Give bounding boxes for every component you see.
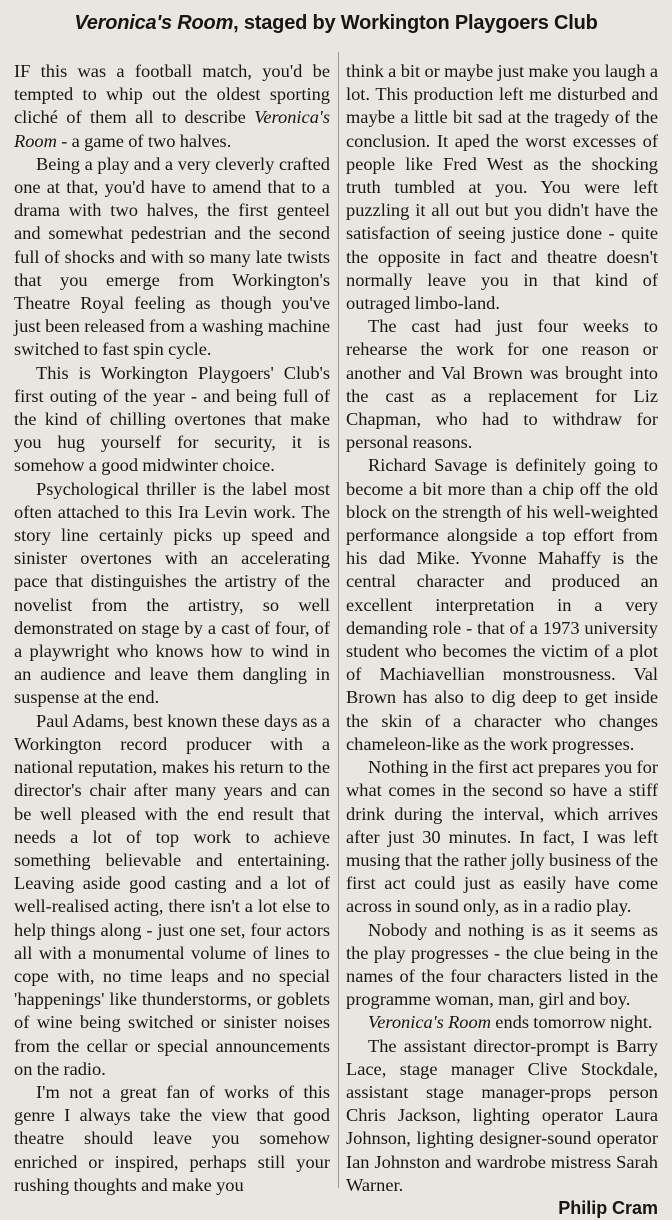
paragraph: This is Workington Playgoers' Club's first outing of the year - and being full of the kind of chilling overtones that make you hug yourself for security, it is somehow a good midwinter choice. — [14, 362, 330, 476]
paragraph: I'm not a great fan of works of this genre I always take the view that good theatre should leave you somehow enriched or inspired, perhaps still your rushing thoughts and make you — [14, 1081, 330, 1195]
paragraph-credits: The assistant director-prompt is Barry Lace, stage manager Clive Stockdale, assistant stage manager-props person Chris Jackson, lighting operator Laura Johnson, lighting designer-sound operator Ian Johnston and wardrobe mistress Sarah Warner. — [346, 1035, 658, 1195]
headline-play-title: Veronica's Room — [74, 12, 234, 34]
author-byline: Philip Cram — [558, 1197, 658, 1218]
headline — [0, 12, 672, 35]
article-column-left — [14, 60, 330, 1195]
closing-note: ends tomorrow night. — [490, 1012, 653, 1033]
headline-rest: , staged by Workington Playgoers Club — [233, 12, 598, 34]
paragraph: Psychological thriller is the label most often attached to this Ira Levin work. The story line certainly picks up speed and sinister overtones with an accelerating pace that distinguishes the artistry of the novelist from the artistry, so well demonstrated on stage by a cast of four, of a playwright who knows how to wind in an audience and leave them dangling in suspense at the end. — [14, 478, 330, 708]
paragraph: Nothing in the first act prepares you for what comes in the second so have a stiff drink during the interval, which arrives after just 30 minutes. In fact, I was left musing that the rather jolly business of the first act could just as easily have come across in sound only, as in a radio play. — [346, 757, 658, 917]
intro-text-end: - a game of two halves. — [56, 130, 232, 151]
paragraph — [346, 1011, 658, 1034]
intro-text: IF this was a football match, you'd be tempted to whip out the oldest sporting cliché of them all to describe — [14, 61, 330, 128]
paragraph: Nobody and nothing is as it seems as the play progresses - the clue being in the names of the four characters listed in the programme woman, man, girl and boy. — [346, 919, 658, 1010]
paragraph: Richard Savage is definitely going to become a bit more than a chip off the old block on the strength of his well-weighted performance alongside a top effort from his dad Mike. Yvonne Mahaffy is the central character and produced an excellent interpretation in a very demanding role - that of a 1973 university student who becomes the victim of a plot of Machiavellian monstrousness. Val Brown has also to dig deep to get inside the skin of a character who changes chameleon-like as the work progresses. — [346, 455, 658, 754]
play-title-italic: Veronica's Room — [14, 107, 330, 151]
paragraph: Being a play and a very cleverly crafted one at that, you'd have to amend that to a drama with two halves, the first genteel and somewhat pedestrian and the second full of shocks and with so many late twists that you emerge from Workington's Theatre Royal feeling as though you've just been released from a washing machine switched to fast spin cycle. — [14, 153, 330, 360]
article-column-right — [346, 60, 658, 1218]
paragraph-continued: think a bit or maybe just make you laugh a lot. This production left me disturbed and maybe a little bit sad at the tragedy of the conclusion. It aped the worst excesses of people like Fred West as the shocking truth tumbled at you. You were left puzzling it all out but you didn't have the satisfaction of seeing justice done - quite the opposite in fact and theatre doesn't normally leave you in that kind of outraged limbo-land. — [346, 61, 658, 314]
paragraph: Paul Adams, best known these days as a Workington record producer with a national reputation, makes his return to the director's chair after many years and can be well pleased with the end result that needs a lot of top work to achieve something believable and entertaining. Leaving aside good casting and a lot of well-realised acting, there isn't a lot else to help things along - just one set, four actors all with a monumental volume of lines to cope with, no time leaps and no special 'happenings' like thunderstorms, or goblets of wine being switched or sinister noises from the cellar or special announcements on the radio. — [14, 710, 330, 1079]
paragraph: The cast had just four weeks to rehearse the work for one reason or another and Val Brown was brought into the cast as a replacement for Liz Chapman, who had to withdraw for personal reasons. — [346, 316, 658, 453]
column-divider — [338, 52, 339, 1188]
paragraph-intro — [14, 60, 330, 153]
play-title-italic: Veronica's Room — [368, 1012, 491, 1033]
